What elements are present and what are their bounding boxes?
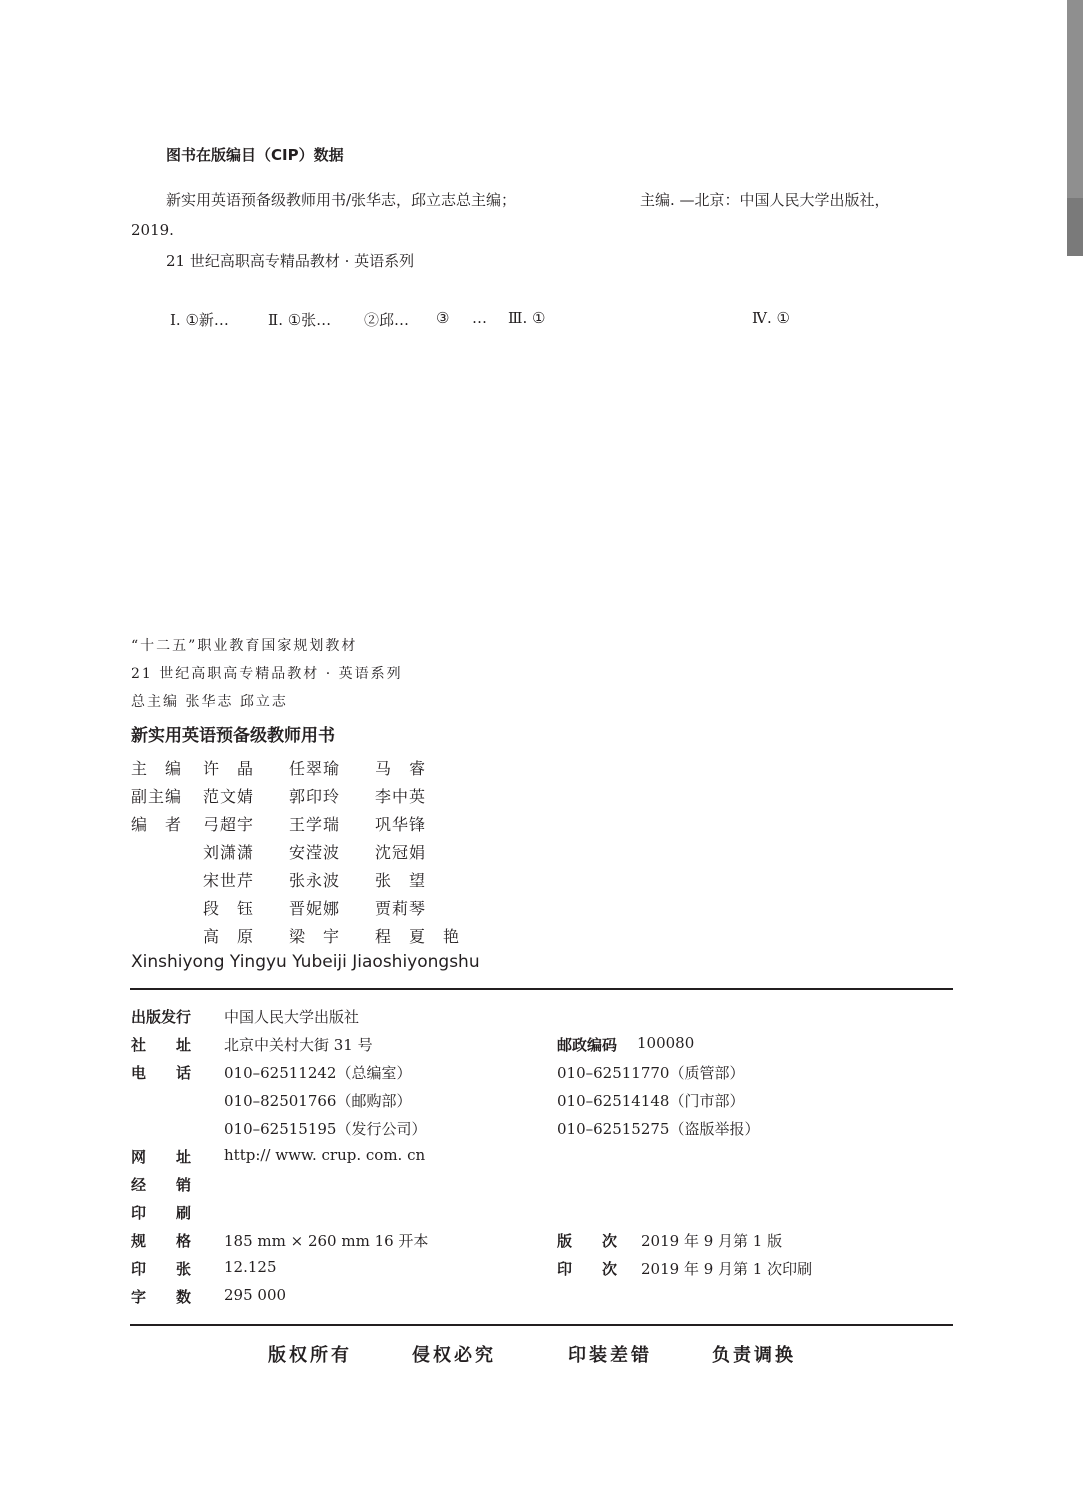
printing-value: 2019 年 9 月第 1 次印刷 (641, 1260, 813, 1278)
sheets-value: 12.125 (224, 1258, 277, 1276)
credit-name: 宋世芹 (203, 871, 255, 890)
credit-name: 高 原 (203, 927, 255, 946)
spec-value: 185 mm × 260 mm 16 开本 (224, 1232, 429, 1250)
top-rule (130, 988, 953, 990)
credit-name: 梁 宇 (289, 927, 341, 946)
cip-roman-6: Ⅲ. ① (508, 309, 546, 327)
credit-role: 编 者 (131, 815, 183, 834)
credit-row (131, 784, 461, 807)
credit-name: 李中英 (375, 787, 427, 806)
credit-role: 副主编 (131, 787, 183, 806)
distributor-label: 经 销 (131, 1176, 192, 1194)
sheets-label: 印 张 (131, 1260, 192, 1278)
credit-row (131, 896, 461, 919)
credit-name: 马 睿 (375, 759, 427, 778)
series-line-1: “十二五”职业教育国家规划教材 (131, 638, 358, 654)
postcode-label: 邮政编码 (557, 1036, 618, 1054)
footer-exchange: 负责调换 (712, 1345, 796, 1366)
credit-row (131, 924, 460, 947)
credit-name: 晋妮娜 (289, 899, 341, 918)
page-edge-scrollbar[interactable] (1067, 0, 1083, 256)
credit-name: 弓超宇 (203, 815, 255, 834)
credit-role: 主 编 (131, 759, 183, 778)
chief-editors: 总主编 张华志 邱立志 (131, 694, 288, 710)
cip-roman-1: Ⅰ. ①新… (170, 311, 229, 329)
footer-infringement: 侵权必究 (412, 1345, 496, 1366)
phone-left-2: 010–82501766（邮购部） (224, 1092, 412, 1110)
pinyin-title: Xinshiyong Yingyu Yubeiji Jiaoshiyongshu (131, 952, 480, 972)
credit-row (131, 868, 461, 891)
credit-name: 许 晶 (203, 759, 255, 778)
cip-title: 图书在版编目（CIP）数据 (166, 146, 344, 164)
spec-label: 规 格 (131, 1232, 192, 1250)
cip-line-1-left: 新实用英语预备级教师用书/张华志，邱立志总主编； (166, 191, 517, 209)
word-count-value: 295 000 (224, 1286, 287, 1304)
printer-label: 印 刷 (131, 1204, 192, 1222)
cip-roman-5: … (472, 309, 487, 327)
credit-name: 任翠瑜 (289, 759, 341, 778)
website-link[interactable]: http:// www. crup. com. cn (224, 1146, 426, 1164)
book-title: 新实用英语预备级教师用书 (131, 726, 335, 746)
cip-line-2: 2019. (131, 221, 174, 239)
edition-value: 2019 年 9 月第 1 版 (641, 1232, 783, 1250)
address-label: 社 址 (131, 1036, 192, 1054)
footer-copyright: 版权所有 (268, 1345, 352, 1366)
cip-roman-3: ②邱… (364, 311, 410, 329)
phone-right-1: 010–62511770（质管部） (557, 1064, 745, 1082)
printing-label: 印 次 (557, 1260, 618, 1278)
credit-name: 张 望 (375, 871, 427, 890)
cip-line-3: 21 世纪高职高专精品教材 · 英语系列 (166, 252, 415, 270)
edition-label: 版 次 (557, 1232, 618, 1250)
footer-misprint: 印装差错 (568, 1345, 652, 1366)
publisher-value: 中国人民大学出版社 (224, 1008, 360, 1026)
credit-name: 安滢波 (289, 843, 341, 862)
cip-roman-4: ③ (436, 309, 450, 327)
postcode-value: 100080 (637, 1034, 695, 1052)
credit-row (131, 812, 461, 835)
word-count-label: 字 数 (131, 1288, 192, 1306)
credit-name: 范文婧 (203, 787, 255, 806)
address-value: 北京中关村大街 31 号 (224, 1036, 373, 1054)
credit-name: 郭印玲 (289, 787, 341, 806)
credit-row (131, 756, 461, 779)
bottom-rule (130, 1324, 953, 1326)
credit-name: 程 夏 艳 (375, 927, 461, 946)
credit-name: 张永波 (289, 871, 341, 890)
credit-name: 段 钰 (203, 899, 255, 918)
credit-name: 巩华锋 (375, 815, 427, 834)
credit-name: 王学瑞 (289, 815, 341, 834)
phone-left-1: 010–62511242（总编室） (224, 1064, 412, 1082)
credit-name: 刘潇潇 (203, 843, 255, 862)
publisher-label: 出版发行 (131, 1008, 192, 1026)
phone-label: 电 话 (131, 1064, 192, 1082)
cip-line-1-right: 主编. —北京：中国人民大学出版社， (640, 191, 890, 209)
series-line-2: 21 世纪高职高专精品教材 · 英语系列 (131, 666, 403, 682)
website-label: 网 址 (131, 1148, 192, 1166)
cip-roman-2: Ⅱ. ①张… (268, 311, 332, 329)
cip-roman-7: Ⅳ. ① (752, 309, 790, 327)
credit-name: 沈冠娟 (375, 843, 427, 862)
phone-right-3: 010–62515275（盗版举报） (557, 1120, 760, 1138)
credit-row (131, 840, 461, 863)
scrollbar-thumb[interactable] (1067, 198, 1083, 256)
phone-left-3: 010–62515195（发行公司） (224, 1120, 427, 1138)
credit-name: 贾莉琴 (375, 899, 427, 918)
phone-right-2: 010–62514148（门市部） (557, 1092, 745, 1110)
